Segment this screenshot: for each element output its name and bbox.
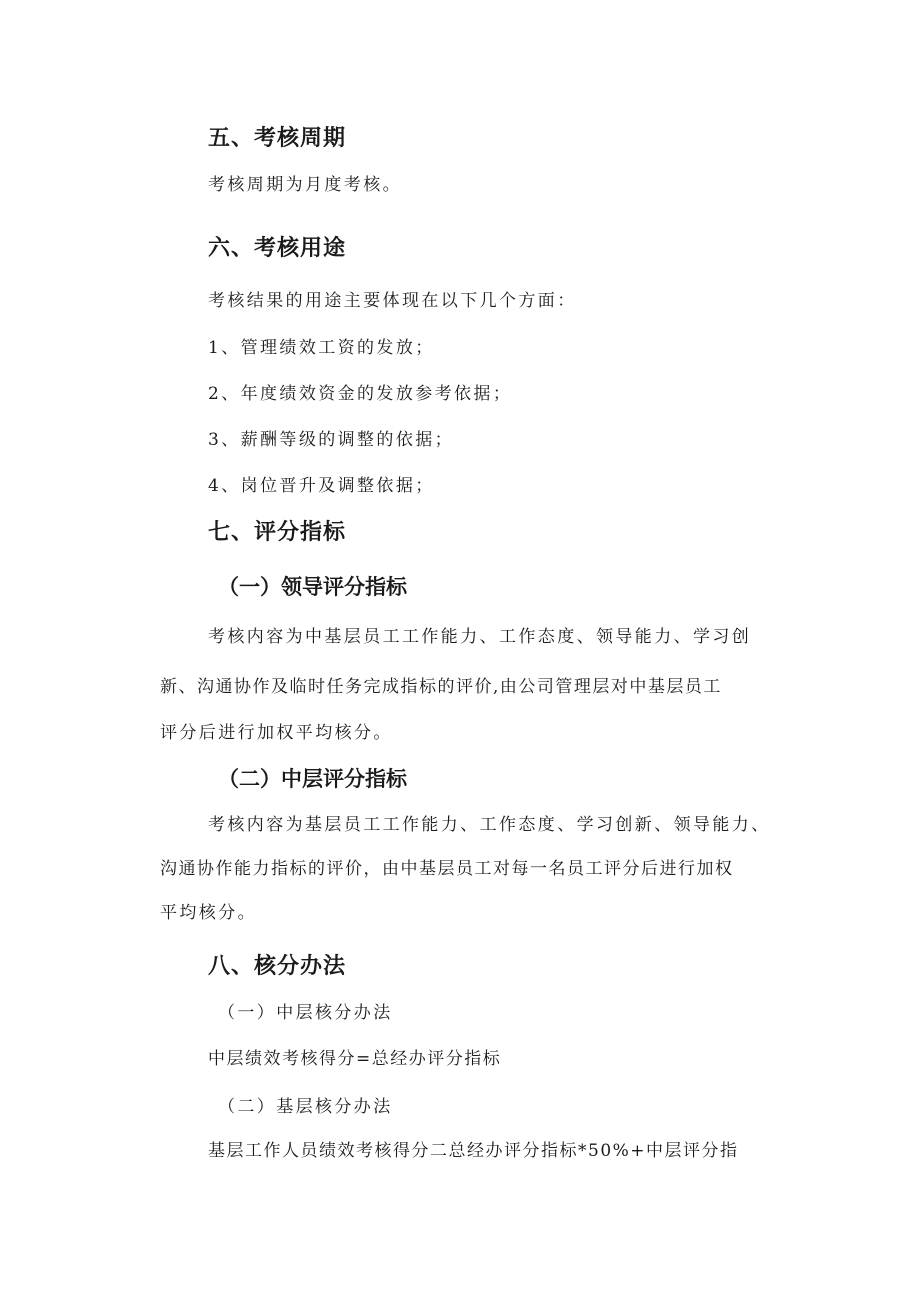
section-6-heading: 六、考核用途 — [208, 236, 347, 261]
section-7-heading: 七、评分指标 — [208, 520, 347, 545]
section-7-sub2-line-2: 沟通协作能力指标的评价，由中基层员工对每一名员工评分后进行加权 — [160, 859, 734, 879]
section-8-sub1-formula: 中层绩效考核得分=总经办评分指标 — [208, 1049, 502, 1069]
section-8-sub2-formula: 基层工作人员绩效考核得分二总经办评分指标*50%+中层评分指 — [208, 1141, 739, 1161]
section-7-sub1-line-1: 考核内容为中基层员工工作能力、工作态度、领导能力、学习创 — [208, 627, 752, 647]
section-7-sub2-line-3: 平均核分。 — [160, 903, 257, 923]
section-6-item-4: 4、岗位晋升及调整依据； — [208, 476, 435, 496]
section-7-sub1-line-3: 评分后进行加权平均核分。 — [160, 723, 393, 743]
section-5-body: 考核周期为月度考核。 — [208, 175, 402, 195]
section-6-item-1: 1、管理绩效工资的发放； — [208, 338, 435, 358]
section-8-sub1-heading: （一）中层核分办法 — [218, 1003, 393, 1023]
section-7-sub1-line-2: 新、沟通协作及临时任务完成指标的评价,由公司管理层对中基层员工 — [160, 677, 722, 697]
section-6-intro: 考核结果的用途主要体现在以下几个方面： — [208, 291, 577, 311]
section-5-heading: 五、考核周期 — [208, 126, 347, 151]
section-7-sub1-heading: （一）领导评分指标 — [218, 575, 407, 599]
section-8-heading: 八、核分办法 — [208, 954, 347, 979]
section-6-item-3: 3、薪酬等级的调整的依据； — [208, 430, 455, 450]
section-7-sub2-heading: （二）中层评分指标 — [218, 767, 407, 791]
section-8-sub2-heading: （二）基层核分办法 — [218, 1097, 393, 1117]
section-7-sub2-line-1: 考核内容为基层员工工作能力、工作态度、学习创新、领导能力、 — [208, 815, 771, 835]
section-6-item-2: 2、年度绩效资金的发放参考依据； — [208, 384, 513, 404]
